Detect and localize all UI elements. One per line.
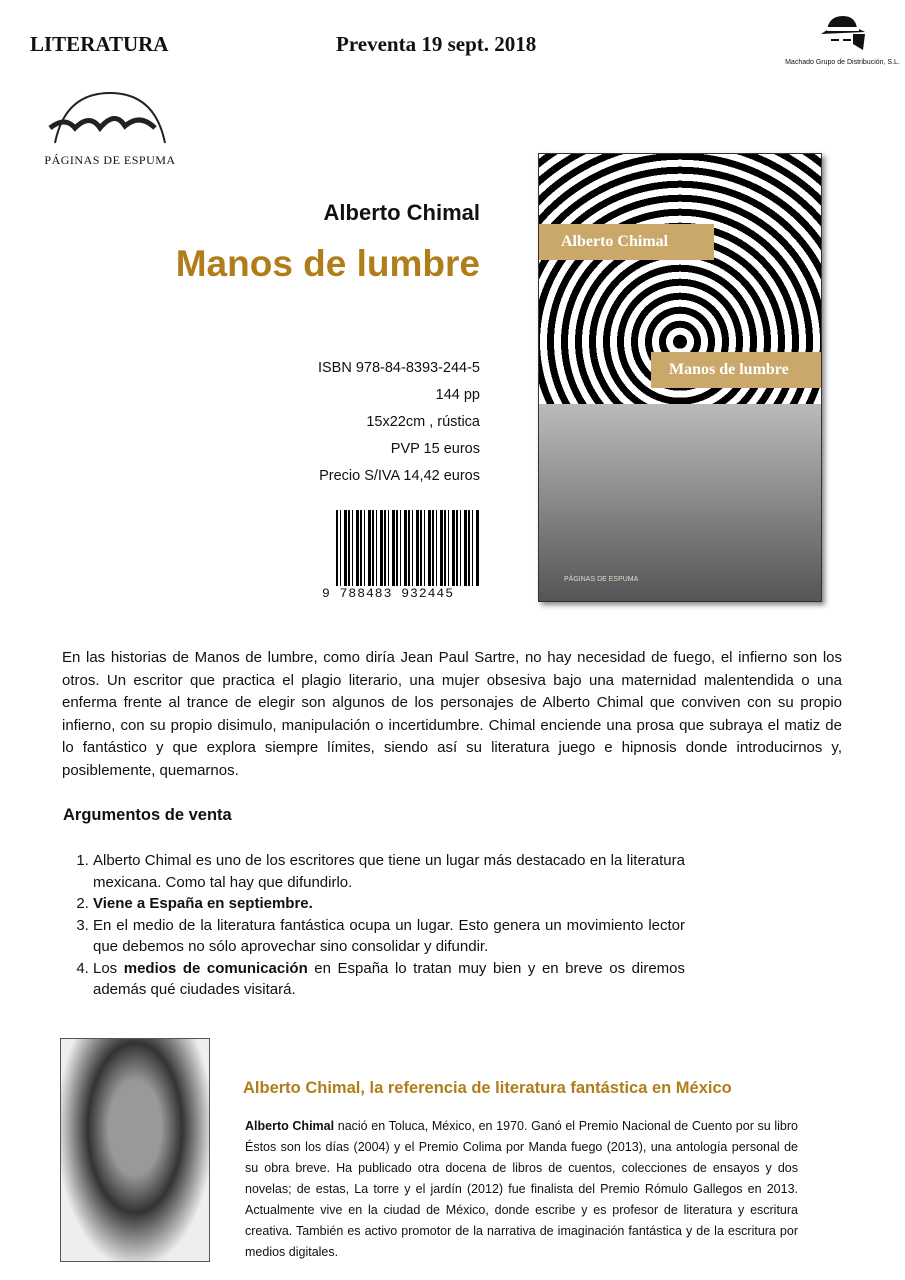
publisher-name: PÁGINAS DE ESPUMA: [44, 153, 176, 167]
book-cover: [538, 153, 822, 602]
argument-item: [93, 850, 685, 893]
bio-name: Alberto Chimal: [245, 1119, 335, 1133]
argument-text: En el medio de la literatura fantástica ocupa un lugar. Esto genera un movimiento lector que debemos no sólo aprovechar sino consolidar y difundir.: [93, 916, 685, 955]
format: 15x22cm , rústica: [366, 414, 480, 430]
distributor-name: Machado Grupo de Distribución, S.L.: [785, 59, 900, 66]
cover-photo: [539, 404, 821, 601]
argument-bold: Viene a España en septiembre.: [93, 895, 313, 912]
argument-text: en España lo tratan muy bien y en breve os diremos además qué ciudades visitará.: [93, 959, 685, 998]
isbn: ISBN 978-84-8393-244-5: [317, 360, 480, 376]
distributor-logo: [785, 12, 900, 66]
hat-man-icon: [813, 12, 873, 54]
cover-title: Manos de lumbre: [651, 352, 821, 388]
book-author: Alberto Chimal: [323, 200, 480, 225]
book-title: Manos de lumbre: [175, 243, 480, 284]
bio-body: nació en Toluca, México, en 1970. Ganó el Premio Nacional de Cuento por su libro Éstos son los días (2004) y el Premio Colima por Manda fuego (2013), una antología personal de su obra breve. Ha publicado otra docena de libros de cuentos, colecciones de ensayos y dos novelas; de estas, La torre y el jardín (2012) fue finalista del Premio Rómulo Gallegos en 2013. Actualmente vive en la ciudad de México, donde escribe y es profesor de literatura y escritura creativa. También es activo promotor de la narrativa de imaginación fantástica y de la escritura por medios digitales.: [245, 1119, 798, 1259]
arguments-heading: Argumentos de venta: [63, 806, 232, 824]
pages: 144 pp: [435, 387, 480, 403]
argument-text: Los: [93, 959, 124, 977]
argument-bold: medios de comunicación: [123, 959, 308, 977]
cover-author: Alberto Chimal: [539, 224, 714, 260]
publisher-wave-icon: [45, 88, 175, 148]
argument-item: [93, 893, 685, 915]
publisher-logo: [35, 88, 185, 168]
synopsis: En las historias de Manos de lumbre, como diría Jean Paul Sartre, no hay necesidad de fuego, el infierno son los otros. Un escritor que practica el plagio literario, una mujer obsesiva bajo una maternidad malentendida o una enferma frente al trance de elegir son algunos de los personajes de Alberto Chimal que conviven con su propio infierno, con su propio disimulo, manipulación o incertidumbre. Chimal enciende una prosa que subraya el matiz de lo fantástico y que explora siempre límites, siendo así su literatura juego e hipnosis donde introducirnos y, posiblemente, quemarnos.: [62, 649, 842, 779]
argument-item: [93, 915, 685, 958]
argument-text: Alberto Chimal es uno de los escritores que tiene un lugar más destacado en la literatura mexicana. Como tal hay que difundirlo.: [93, 852, 685, 891]
book-details: [318, 355, 480, 490]
author-photo: [60, 1038, 210, 1262]
presale-date: Preventa 19 sept. 2018: [336, 32, 537, 56]
cover-publisher: PÁGINAS DE ESPUMA: [564, 576, 639, 583]
bio-text: [245, 1116, 798, 1263]
bio-heading: Alberto Chimal, la referencia de literatura fantástica en México: [243, 1079, 732, 1097]
arguments-list: [65, 850, 685, 1001]
argument-item: [93, 958, 685, 1001]
barcode-number: 9 788483 932445: [322, 586, 455, 601]
pvp: PVP 15 euros: [390, 441, 480, 457]
barcode: [322, 510, 482, 602]
price-no-vat: Precio S/IVA 14,42 euros: [319, 468, 480, 484]
category-label: LITERATURA: [30, 32, 169, 56]
